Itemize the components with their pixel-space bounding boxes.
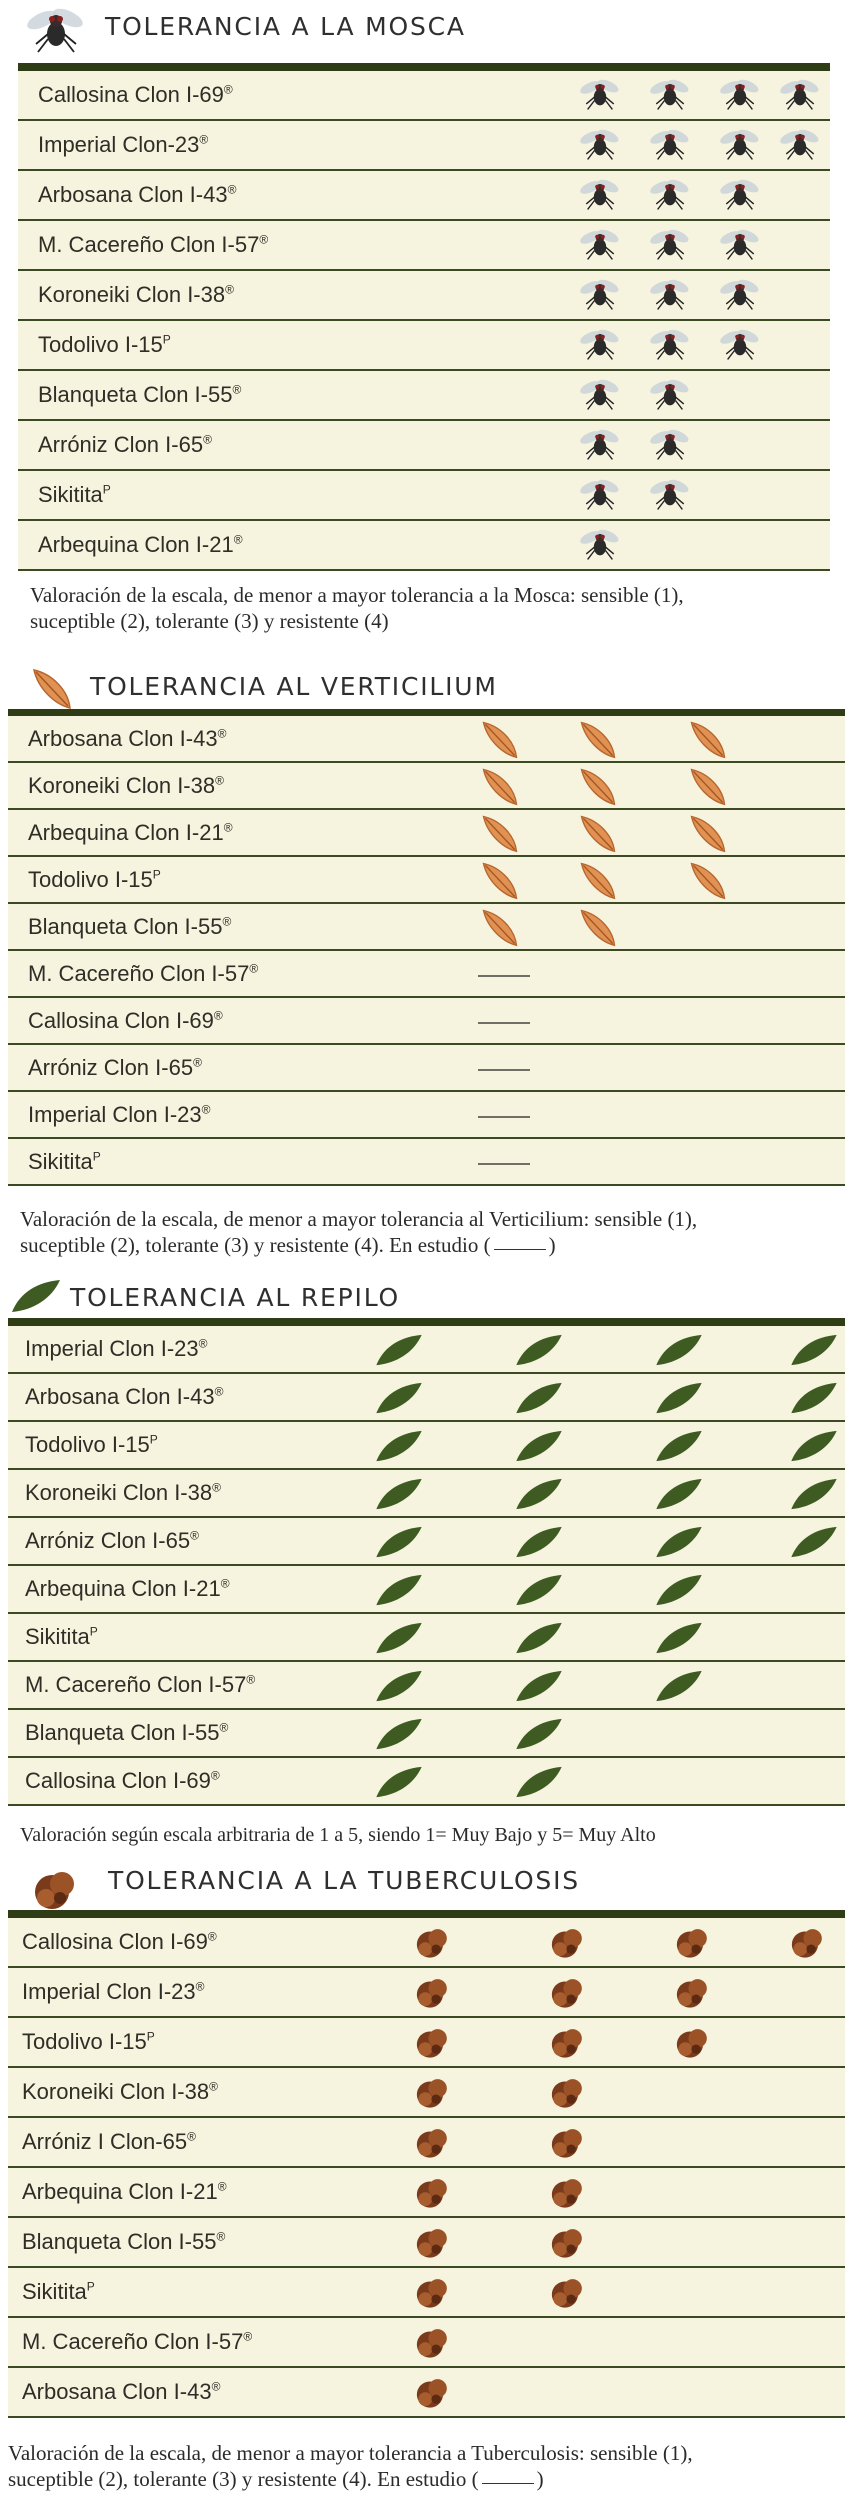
variety-label: Sikitita$^P$: [38, 482, 111, 507]
variety-label: M. Cacereño Clon I-57®: [22, 2329, 253, 2354]
variety-label: Arróniz Clon I-65®: [28, 1055, 202, 1080]
variety-label: Imperial Clon I-23®: [28, 1102, 211, 1127]
section-title: TOLERANCIA AL REPILO: [70, 1283, 401, 1312]
fly-icon: [648, 326, 692, 369]
variety-label: Imperial Clon I-23®: [25, 1336, 208, 1361]
table-row: [8, 810, 845, 857]
green-leaf-icon: [653, 1525, 705, 1564]
table-row: [8, 1614, 845, 1662]
green-leaf-icon: [513, 1717, 565, 1756]
green-leaf-icon: [653, 1381, 705, 1420]
scale-note: Valoración de la escala, de menor a mayor tolerancia a la Mosca: sensible (1), suceptible (2), tolerante (3) y resistente (4): [30, 583, 684, 633]
table-row: [8, 1918, 845, 1968]
green-leaf-icon: [653, 1621, 705, 1660]
fly-icon: [578, 526, 622, 569]
table-row: [8, 1374, 845, 1422]
table-tuberculosis: [8, 1910, 845, 2422]
feather-leaf-icon: [576, 810, 620, 861]
section-title: TOLERANCIA A LA MOSCA: [105, 12, 466, 41]
table-row: [18, 521, 830, 571]
variety-label: Blanqueta Clon I-55®: [25, 1720, 229, 1745]
green-leaf-icon: [373, 1573, 425, 1612]
table-mosca: [18, 63, 830, 572]
green-leaf-icon: [513, 1669, 565, 1708]
table-row: [18, 171, 830, 221]
table-row: [8, 2118, 845, 2168]
variety-label: Koroneiki Clon I-38®: [28, 773, 224, 798]
variety-label: Arbosana Clon I-43®: [38, 182, 237, 207]
fly-icon: [648, 426, 692, 469]
fly-icon: [718, 176, 762, 219]
green-leaf-icon: [788, 1525, 840, 1564]
table-top-rule: [8, 1318, 845, 1326]
table-row: [8, 1470, 845, 1518]
table-row: [18, 71, 830, 121]
feather-leaf-icon: [686, 716, 730, 767]
gall-icon: [413, 2024, 453, 2067]
table-row: [8, 1326, 845, 1374]
table-row: [8, 951, 845, 998]
gall-icon: [548, 2174, 588, 2217]
gall-icon: [413, 2324, 453, 2367]
green-leaf-icon: [653, 1333, 705, 1372]
variety-label: Koroneiki Clon I-38®: [25, 1480, 221, 1505]
green-leaf-icon: [513, 1765, 565, 1804]
green-leaf-icon: [788, 1381, 840, 1420]
feather-leaf-icon: [576, 763, 620, 814]
variety-label: Callosina Clon I-69®: [25, 1768, 220, 1793]
table-row: [8, 763, 845, 810]
variety-label: Todolivo $I-15^P$: [38, 332, 171, 357]
fly-icon: [578, 426, 622, 469]
in-study-dash: [478, 1069, 530, 1071]
variety-label: Arróniz I Clon-65®: [22, 2129, 196, 2154]
variety-label: Todolivo $I-15^P$: [25, 1432, 158, 1457]
table-row: [8, 2018, 845, 2068]
table-row: [8, 904, 845, 951]
table-row: [18, 121, 830, 171]
green-leaf-icon: [653, 1429, 705, 1468]
gall-icon: [413, 1924, 453, 1967]
table-row: [8, 998, 845, 1045]
table-row: [8, 1518, 845, 1566]
fly-icon: [648, 276, 692, 319]
fly-icon: [718, 126, 762, 169]
feather-leaf-icon: [576, 716, 620, 767]
variety-label: Todolivo $I-15^P$: [22, 2029, 155, 2054]
fly-icon: [648, 76, 692, 119]
green-leaf-icon: [653, 1477, 705, 1516]
scale-note: Valoración de la escala, de menor a mayor tolerancia al Verticilium: sensible (1), suceptible (2), tolerante (3) y resistente (4). En estudio ( ): [20, 1207, 698, 1257]
gall-icon: [413, 2224, 453, 2267]
green-leaf-icon: [373, 1669, 425, 1708]
variety-label: Blanqueta Clon I-55®: [22, 2229, 226, 2254]
green-leaf-icon: [373, 1525, 425, 1564]
fly-icon: [578, 376, 622, 419]
green-leaf-icon: [373, 1765, 425, 1804]
green-leaf-icon: [373, 1333, 425, 1372]
variety-label: M. Cacereño Clon I-57®: [38, 232, 269, 257]
scale-note: Valoración según escala arbitraria de 1 a 5, siendo 1= Muy Bajo y 5= Muy Alto: [20, 1824, 656, 1846]
fly-icon: [718, 326, 762, 369]
gall-icon: [548, 2124, 588, 2167]
feather-leaf-icon: [686, 857, 730, 908]
variety-label: Blanqueta Clon I-55®: [28, 914, 232, 939]
green-leaf-icon: [513, 1573, 565, 1612]
variety-label: Callosina Clon I-69®: [28, 1008, 223, 1033]
fly-icon: [718, 76, 762, 119]
green-leaf-icon: [788, 1429, 840, 1468]
table-row: [8, 1139, 845, 1186]
variety-label: Blanqueta Clon I-55®: [38, 382, 242, 407]
variety-label: Arbequina Clon I-21®: [28, 820, 233, 845]
table-top-rule: [18, 63, 830, 71]
fly-icon: [648, 126, 692, 169]
green-leaf-icon: [373, 1381, 425, 1420]
variety-label: Imperial Clon-23®: [38, 132, 209, 157]
gall-icon: [413, 2124, 453, 2167]
gall-icon: [548, 2224, 588, 2267]
variety-label: Arbequina Clon I-21®: [22, 2179, 227, 2204]
table-row: [18, 471, 830, 521]
table-top-rule: [8, 709, 845, 716]
fly-icon: [578, 76, 622, 119]
fly-icon: [718, 226, 762, 269]
green-leaf-icon: [788, 1477, 840, 1516]
gall-icon: [788, 1924, 828, 1967]
table-row: [8, 2218, 845, 2268]
gall-icon: [413, 1974, 453, 2017]
table-row: [8, 2368, 845, 2418]
table-row: [18, 221, 830, 271]
variety-label: Todolivo $I-15^P$: [28, 867, 161, 892]
gall-icon: [548, 1974, 588, 2017]
table-repilo: [8, 1318, 845, 1802]
feather-leaf-icon: [686, 810, 730, 861]
table-row: [8, 2068, 845, 2118]
fly-icon: [648, 176, 692, 219]
table-row: [18, 321, 830, 371]
table-row: [8, 2168, 845, 2218]
table-row: [8, 2318, 845, 2368]
fly-icon: [778, 126, 822, 169]
table-row: [8, 1968, 845, 2018]
table-row: [8, 1092, 845, 1139]
variety-label: Sikitita$^P$: [22, 2279, 95, 2304]
green-leaf-icon: [513, 1429, 565, 1468]
green-leaf-icon: [513, 1381, 565, 1420]
green-leaf-icon: [373, 1477, 425, 1516]
variety-label: Koroneiki Clon I-38®: [22, 2079, 218, 2104]
feather-leaf-icon: [576, 904, 620, 955]
fly-icon: [648, 476, 692, 519]
gall-icon: [673, 1924, 713, 1967]
feather-leaf-icon: [686, 763, 730, 814]
green-leaf-icon: [373, 1429, 425, 1468]
fly-icon: [578, 126, 622, 169]
fly-icon: [578, 226, 622, 269]
gall-icon: [673, 2024, 713, 2067]
in-study-dash: [478, 1116, 530, 1118]
gall-icon: [413, 2274, 453, 2317]
section-title: TOLERANCIA AL VERTICILIUM: [90, 672, 498, 701]
variety-label: Sikitita$^P$: [28, 1149, 101, 1174]
gall-icon: [548, 2274, 588, 2317]
green-leaf-icon: [653, 1669, 705, 1708]
variety-label: Callosina Clon I-69®: [22, 1929, 217, 1954]
variety-label: Arbosana Clon I-43®: [22, 2379, 221, 2404]
feather-leaf-icon: [478, 810, 522, 861]
table-row: [8, 716, 845, 763]
in-study-line: [482, 2483, 534, 2484]
table-top-rule: [8, 1910, 845, 1918]
in-study-dash: [478, 1163, 530, 1165]
table-verticilium: [8, 709, 845, 1188]
section-title: TOLERANCIA A LA TUBERCULOSIS: [108, 1866, 580, 1895]
in-study-dash: [478, 975, 530, 977]
fly-icon: [648, 226, 692, 269]
variety-label: M. Cacereño Clon I-57®: [25, 1672, 256, 1697]
variety-label: M. Cacereño Clon I-57®: [28, 961, 259, 986]
gall-icon: [413, 2074, 453, 2117]
variety-label: Arróniz Clon I-65®: [25, 1528, 199, 1553]
gall-icon: [413, 2174, 453, 2217]
green-leaf-icon: [10, 1278, 62, 1319]
fly-icon: [778, 76, 822, 119]
variety-label: Arbosana Clon I-43®: [28, 726, 227, 751]
fly-icon: [578, 326, 622, 369]
feather-leaf-icon: [478, 904, 522, 955]
variety-label: Arróniz Clon I-65®: [38, 432, 212, 457]
variety-label: Arbosana Clon I-43®: [25, 1384, 224, 1409]
table-row: [8, 1662, 845, 1710]
fly-icon: [24, 4, 88, 63]
fly-icon: [718, 276, 762, 319]
gall-icon: [548, 2024, 588, 2067]
variety-label: Arbequina Clon I-21®: [25, 1576, 230, 1601]
table-row: [8, 1422, 845, 1470]
green-leaf-icon: [513, 1621, 565, 1660]
green-leaf-icon: [788, 1333, 840, 1372]
in-study-line: [494, 1249, 546, 1250]
table-row: [8, 857, 845, 904]
green-leaf-icon: [373, 1621, 425, 1660]
scale-note: Valoración de la escala, de menor a mayor tolerancia a Tuberculosis: sensible (1), suceptible (2), tolerante (3) y resistente (4). En estudio ( ): [8, 2441, 693, 2491]
table-row: [8, 1045, 845, 1092]
feather-leaf-icon: [576, 857, 620, 908]
table-row: [8, 1758, 845, 1806]
table-row: [18, 421, 830, 471]
table-row: [8, 1566, 845, 1614]
variety-label: Sikitita$^P$: [25, 1624, 98, 1649]
green-leaf-icon: [513, 1333, 565, 1372]
gall-icon: [673, 1974, 713, 2017]
green-leaf-icon: [373, 1717, 425, 1756]
feather-leaf-icon: [478, 763, 522, 814]
fly-icon: [648, 376, 692, 419]
table-row: [8, 1710, 845, 1758]
variety-label: Callosina Clon I-69®: [38, 82, 233, 107]
fly-icon: [578, 476, 622, 519]
feather-leaf-icon: [478, 857, 522, 908]
variety-label: Imperial Clon I-23®: [22, 1979, 205, 2004]
green-leaf-icon: [513, 1477, 565, 1516]
table-row: [18, 371, 830, 421]
in-study-dash: [478, 1022, 530, 1024]
gall-icon: [548, 1924, 588, 1967]
green-leaf-icon: [513, 1525, 565, 1564]
variety-label: Arbequina Clon I-21®: [38, 532, 243, 557]
fly-icon: [578, 176, 622, 219]
variety-label: Koroneiki Clon I-38®: [38, 282, 234, 307]
gall-icon: [413, 2374, 453, 2417]
fly-icon: [578, 276, 622, 319]
table-row: [8, 2268, 845, 2318]
table-row: [18, 271, 830, 321]
gall-icon: [548, 2074, 588, 2117]
feather-leaf-icon: [478, 716, 522, 767]
green-leaf-icon: [653, 1573, 705, 1612]
